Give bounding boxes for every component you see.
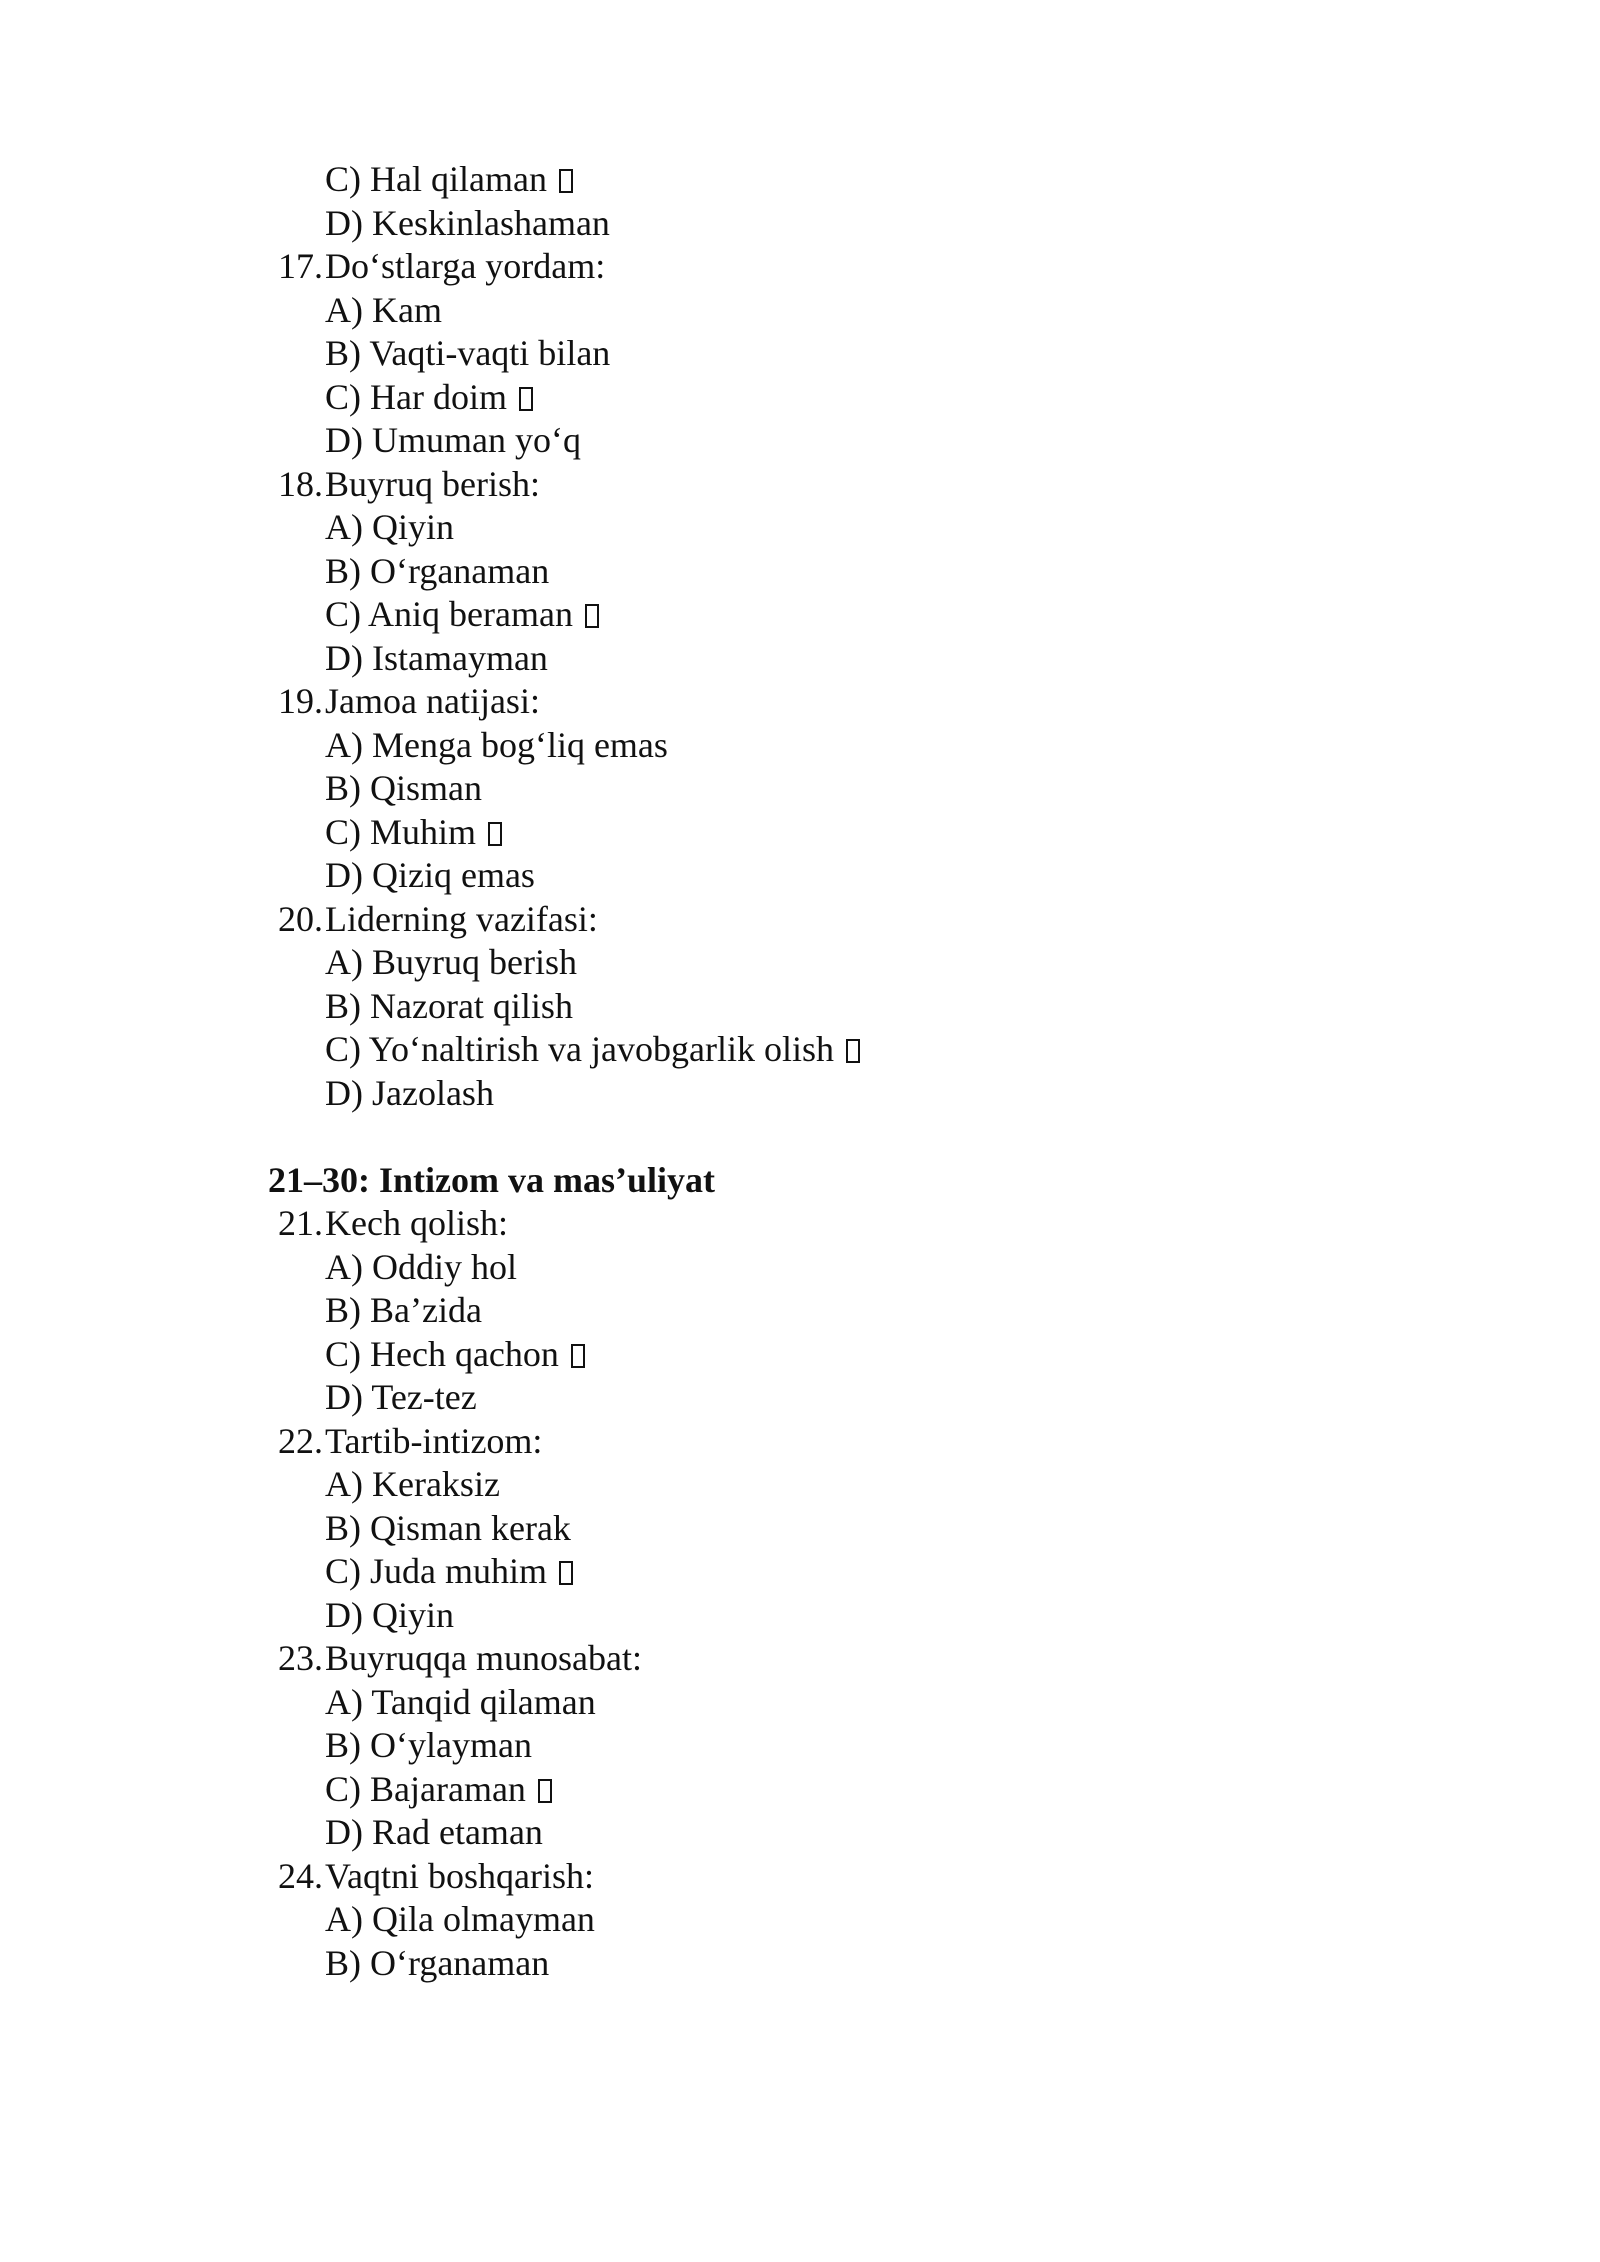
answer-option-text: B) O‘rganaman: [325, 1942, 550, 1983]
missing-glyph-box-icon: [571, 1344, 585, 1368]
answer-option: [268, 1768, 1368, 1812]
answer-option: [268, 1246, 1368, 1290]
question-number: 20.: [278, 898, 323, 939]
answer-option-text: A) Kam: [325, 289, 442, 330]
section-heading: 21–30: Intizom va mas’uliyat: [268, 1159, 715, 1200]
answer-option-text: C) Aniq beraman: [325, 594, 573, 634]
answer-option: [268, 985, 1368, 1029]
answer-option: [268, 1333, 1368, 1377]
missing-glyph-box-icon: [559, 1561, 573, 1585]
question-text: Buyruq berish:: [325, 463, 540, 504]
question-line: [268, 1202, 1368, 1246]
answer-option-text: D) Istamayman: [325, 637, 548, 678]
answer-option-text: B) Nazorat qilish: [325, 985, 573, 1026]
answer-option-text: A) Menga bog‘liq emas: [325, 724, 668, 765]
answer-option-text: A) Qila olmayman: [325, 1899, 595, 1939]
question-text: Kech qolish:: [325, 1203, 508, 1243]
answer-option: [268, 1028, 1368, 1072]
missing-glyph-box-icon: [488, 822, 502, 846]
answer-option-text: A) Tanqid qilaman: [325, 1681, 596, 1722]
question-line: [268, 898, 1368, 942]
missing-glyph-box-icon: [585, 604, 599, 628]
answer-option-text: B) Qisman: [325, 768, 482, 808]
answer-option-text: B) O‘rganaman: [325, 550, 550, 591]
answer-option-text: D) Qiyin: [325, 1594, 454, 1635]
answer-option-text: D) Jazolash: [325, 1072, 494, 1113]
answer-option-text: A) Keraksiz: [325, 1464, 500, 1504]
question-text: Tartib-intizom:: [325, 1420, 543, 1461]
question-number: 17.: [278, 246, 323, 286]
answer-option-text: A) Oddiy hol: [325, 1246, 517, 1287]
answer-option: [268, 1376, 1368, 1420]
question-text: Do‘stlarga yordam:: [325, 246, 606, 286]
answer-option: [268, 1289, 1368, 1333]
answer-option: [268, 1507, 1368, 1551]
answer-option-text: D) Rad etaman: [325, 1812, 543, 1852]
answer-option-text: C) Hal qilaman: [325, 159, 547, 199]
answer-option: [268, 1724, 1368, 1768]
answer-option-text: B) Qisman kerak: [325, 1507, 571, 1548]
answer-option-text: C) Juda muhim: [325, 1551, 547, 1591]
answer-option-text: A) Qiyin: [325, 507, 454, 547]
answer-option-text: B) O‘ylayman: [325, 1725, 532, 1765]
answer-option-text: C) Hech qachon: [325, 1333, 559, 1374]
answer-option: [268, 724, 1368, 768]
answer-option-text: D) Qiziq emas: [325, 855, 535, 895]
answer-option: [268, 811, 1368, 855]
question-line: [268, 1420, 1368, 1464]
answer-option: [268, 1898, 1368, 1942]
answer-option: [268, 1942, 1368, 1986]
missing-glyph-box-icon: [559, 169, 573, 193]
answer-option: [268, 941, 1368, 985]
question-number: 19.: [278, 681, 323, 721]
question-line: [268, 680, 1368, 724]
answer-option: [268, 593, 1368, 637]
answer-option: [268, 202, 1368, 246]
question-number: 18.: [278, 463, 323, 504]
answer-option: [268, 854, 1368, 898]
question-number: 24.: [278, 1855, 323, 1896]
answer-option: [268, 550, 1368, 594]
answer-option: [268, 767, 1368, 811]
answer-option: [268, 637, 1368, 681]
question-text: Vaqtni boshqarish:: [325, 1855, 594, 1896]
answer-option: [268, 506, 1368, 550]
answer-option-text: A) Buyruq berish: [325, 942, 577, 982]
question-line: [268, 1637, 1368, 1681]
answer-option-text: C) Yo‘naltirish va javobgarlik olish: [325, 1029, 834, 1069]
missing-glyph-box-icon: [846, 1039, 860, 1063]
answer-option-text: C) Bajaraman: [325, 1768, 526, 1809]
answer-option-text: C) Muhim: [325, 811, 477, 852]
answer-option-text: C) Har doim: [325, 376, 507, 417]
answer-option: [268, 1550, 1368, 1594]
answer-option: [268, 1681, 1368, 1725]
question-line: [268, 463, 1368, 507]
answer-option-text: B) Ba’zida: [325, 1290, 482, 1330]
answer-option: [268, 289, 1368, 333]
missing-glyph-box-icon: [519, 387, 533, 411]
answer-option: [268, 1463, 1368, 1507]
answer-option-text: D) Keskinlashaman: [325, 202, 610, 243]
questionnaire-content: [268, 158, 1368, 1985]
question-number: 21.: [278, 1203, 323, 1243]
answer-option: [268, 1811, 1368, 1855]
question-text: Jamoa natijasi:: [325, 681, 540, 721]
answer-option: [268, 376, 1368, 420]
missing-glyph-box-icon: [538, 1779, 552, 1803]
question-line: [268, 1855, 1368, 1899]
question-number: 23.: [278, 1638, 323, 1678]
answer-option: [268, 1594, 1368, 1638]
answer-option-text: B) Vaqti-vaqti bilan: [325, 333, 611, 373]
answer-option: [268, 332, 1368, 376]
answer-option: [268, 1072, 1368, 1116]
question-text: Liderning vazifasi:: [325, 898, 598, 939]
question-line: [268, 245, 1368, 289]
answer-option: [268, 158, 1368, 202]
answer-option-text: D) Umuman yo‘q: [325, 420, 581, 460]
question-text: Buyruqqa munosabat:: [325, 1638, 642, 1678]
answer-option-text: D) Tez-tez: [325, 1377, 477, 1417]
answer-option: [268, 419, 1368, 463]
question-number: 22.: [278, 1420, 323, 1461]
